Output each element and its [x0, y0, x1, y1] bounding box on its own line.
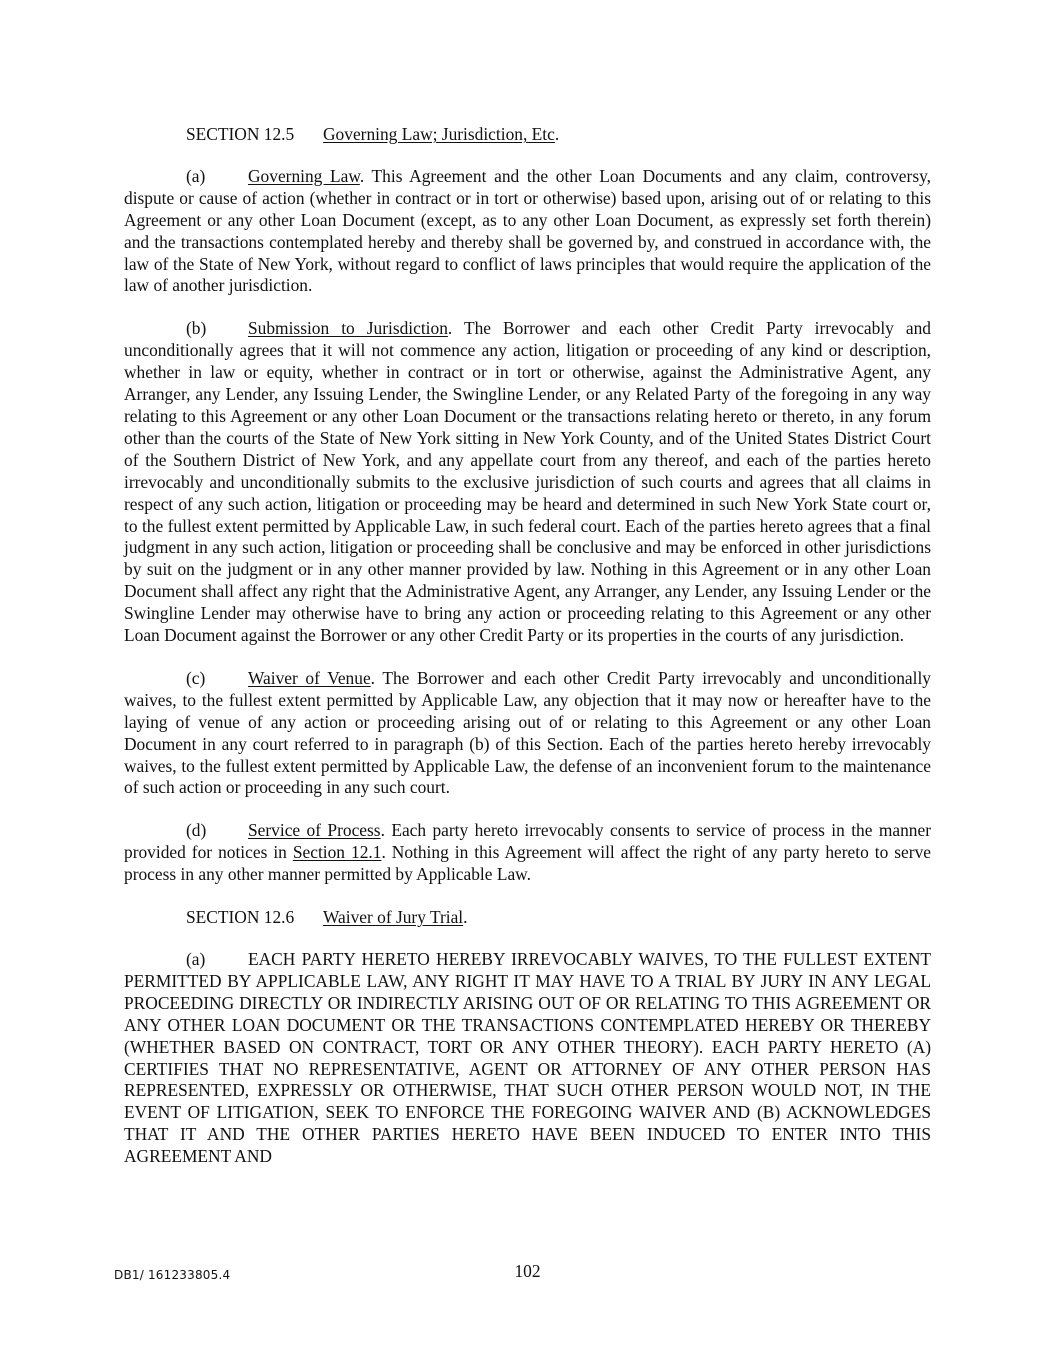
paragraph-label: (d) [186, 820, 207, 841]
paragraph-governing-law [124, 166, 931, 297]
document-id: DB1/ 161233805.4 [114, 1268, 231, 1282]
paragraph-heading-end: . [447, 318, 453, 339]
paragraph-heading: Submission to Jurisdiction [248, 318, 448, 339]
paragraph-heading-end: . [359, 165, 365, 186]
paragraph-text: Each party hereto irrevocably consents to service of process in the manner provided for notices in [124, 820, 931, 863]
section-title-end: . [554, 124, 560, 144]
paragraph-label: (b) [186, 318, 207, 339]
section-title: Waiver of Jury Trial [323, 907, 464, 928]
paragraph-jury-waiver [124, 949, 931, 1168]
paragraph-label: (a) [186, 165, 206, 186]
section-reference-link: Section 12.1 [292, 842, 382, 863]
section-number: SECTION 12.6 [186, 907, 295, 928]
paragraph-text: This Agreement and the other Loan Documents and any claim, controversy, dispute or cause of action (whether in contract or in tort or otherwise) based upon, arising out of or relating to this Agreement or any other Loan Document (except, as to any other Loan Document, as expressly set forth therein) and the transactions contemplated hereby and thereby shall be governed by, and construed in accordance with, the law of the State of New York, without regard to conflict of laws principles that would require the application of the law of another jurisdiction. [124, 165, 931, 296]
paragraph-text: The Borrower and each other Credit Party irrevocably and unconditionally agrees that it will not commence any action, litigation or proceeding of any kind or description, whether in law or equity, whether in contract or in tort or otherwise, against the Administrative Agent, any Arranger, any Lender, any Issuing Lender, the Swingline Lender, or any Related Party of the foregoing in any way relating to this Agreement or any other Loan Document or the transactions relating hereto or thereto, in any forum other than the courts of the State of New York sitting in New York County, and of the United States District Court of the Southern District of New York, and any appellate court from any thereof, and each of the parties hereto irrevocably and unconditionally submits to the exclusive jurisdiction of such courts and agrees that all claims in respect of any such action, litigation or proceeding may be heard and determined in such New York State court or, to the fullest extent permitted by Applicable Law, in such federal court. Each of the parties hereto agrees that a final judgment in any such action, litigation or proceeding shall be conclusive and may be enforced in other jurisdictions by suit on the judgment or in any other manner provided by law. Nothing in this Agreement or in any other Loan Document shall affect any right that the Administrative Agent, any Arranger, any Lender, any Issuing Lender or the Swingline Lender may otherwise have to bring any action or proceeding relating to this Agreement or any other Loan Document against the Borrower or any other Credit Party or its properties in the courts of any jurisdiction. [124, 318, 931, 646]
paragraph-heading: Waiver of Venue [248, 667, 371, 688]
page-number: 102 [514, 1261, 541, 1281]
paragraph-text-continued: . Nothing in this Agreement will affect the right of any party hereto to serve process in any other manner permitted by Applicable Law. [124, 842, 931, 885]
paragraph-waiver-of-venue [124, 668, 931, 799]
document-page [124, 124, 931, 1168]
paragraph-heading-end: . [380, 820, 385, 841]
paragraph-text: The Borrower and each other Credit Party irrevocably and unconditionally waives, to the fullest extent permitted by Applicable Law, any objection that it may now or hereafter have to the laying of venue of any action or proceeding arising out of or relating to this Agreement or any other Loan Document in any court referred to in paragraph (b) of this Section. Each of the parties hereto hereby irrevocably waives, to the fullest extent permitted by Applicable Law, the defense of an inconvenient forum to the maintenance of such action or proceeding in any such court. [124, 667, 931, 798]
paragraph-submission-to-jurisdiction [124, 318, 931, 647]
paragraph-text: EACH PARTY HERETO HEREBY IRREVOCABLY WAIVES, TO THE FULLEST EXTENT PERMITTED BY APPLICABLE LAW, ANY RIGHT IT MAY HAVE TO A TRIAL BY JURY IN ANY LEGAL PROCEEDING DIRECTLY OR INDIRECTLY ARISING OUT OF OR RELATING TO THIS AGREEMENT OR ANY OTHER LOAN DOCUMENT OR THE TRANSACTIONS CONTEMPLATED HEREBY OR THEREBY (WHETHER BASED ON CONTRACT, TORT OR ANY OTHER THEORY). EACH PARTY HERETO (A) CERTIFIES THAT NO REPRESENTATIVE, AGENT OR ATTORNEY OF ANY OTHER PERSON HAS REPRESENTED, EXPRESSLY OR OTHERWISE, THAT SUCH OTHER PERSON WOULD NOT, IN THE EVENT OF LITIGATION, SEEK TO ENFORCE THE FOREGOING WAIVER AND (B) ACKNOWLEDGES THAT IT AND THE OTHER PARTIES HERETO HAVE BEEN INDUCED TO ENTER INTO THIS AGREEMENT AND [124, 949, 931, 1167]
paragraph-heading: Service of Process [248, 820, 381, 841]
paragraph-service-of-process [124, 820, 931, 886]
paragraph-label: (c) [186, 667, 206, 688]
section-number: SECTION 12.5 [186, 124, 295, 144]
section-title-end: . [463, 907, 468, 928]
paragraph-heading-end: . [370, 667, 376, 688]
section-title: Governing Law; Jurisdiction, Etc [323, 124, 555, 144]
section-12-5-heading [124, 124, 931, 146]
paragraph-heading: Governing Law [248, 165, 360, 186]
paragraph-label: (a) [186, 949, 206, 969]
section-12-6-heading [124, 907, 931, 929]
